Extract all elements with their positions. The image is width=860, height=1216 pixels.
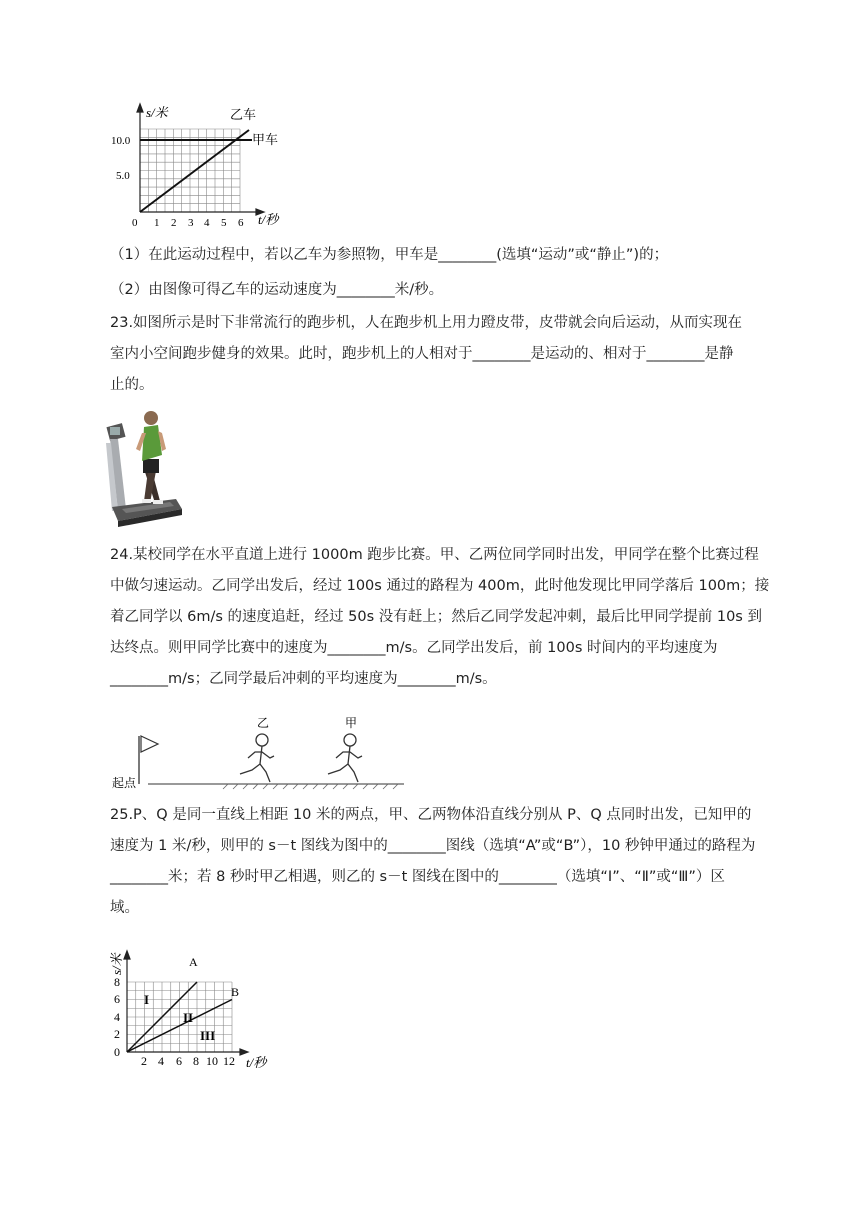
x-axis-label: t/秒 — [258, 212, 279, 227]
x-tick: 12 — [223, 1054, 235, 1068]
y-axis-label: s/米 — [146, 105, 168, 120]
x-tick: 4 — [204, 217, 210, 229]
y-tick: 6 — [114, 992, 120, 1006]
y-axis-label: s/米 — [109, 953, 124, 975]
q22-subquestion-2: （2）由图像可得乙车的运动速度为________米/秒。 — [110, 282, 444, 298]
question-line: 24.某校同学在水平直道上进行 1000m 跑步比赛。甲、乙两位同学同时出发，甲同学在整个比赛过程 — [110, 547, 759, 563]
question-line: 达终点。则甲同学比赛中的速度为________m/s。乙同学出发后，前 100s 时间内的平均速度为 — [110, 640, 718, 656]
x-tick: 2 — [171, 217, 177, 229]
line-label-yi: 乙车 — [230, 107, 257, 122]
x-tick: 10 — [206, 1054, 218, 1068]
line-label-a: A — [189, 955, 198, 969]
q23-question — [110, 308, 760, 401]
question-line: ________米；若 8 秒时甲乙相遇，则乙的 s－t 图线在图中的________（选填“Ⅰ”、“Ⅱ”或“Ⅲ”）区 — [110, 869, 725, 885]
x-tick: 3 — [188, 217, 194, 229]
runner-yi-icon — [240, 734, 274, 782]
treadmill-runner-image — [100, 405, 185, 530]
start-label: 起点 — [112, 776, 137, 790]
x-tick: 8 — [193, 1054, 199, 1068]
question-line: 23.如图所示是时下非常流行的跑步机，人在跑步机上用力蹬皮带，皮带就会向后运动，从而实现在 — [110, 315, 743, 331]
q22-subquestion-1: （1）在此运动过程中，若以乙车为参照物，甲车是________(选填“运动”或“静止”)的； — [110, 247, 669, 263]
y-tick: 2 — [114, 1027, 120, 1041]
start-flag-icon — [141, 736, 158, 752]
runner-label-yi: 乙 — [257, 716, 270, 730]
race-illustration — [108, 712, 408, 792]
question-line: 速度为 1 米/秒，则甲的 s－t 图线为图中的________图线（选填“A”或“B”），10 秒钟甲通过的路程为 — [110, 838, 756, 854]
y-tick: 0 — [114, 1045, 120, 1059]
runner-label-jia: 甲 — [345, 716, 358, 730]
x-tick: 1 — [154, 217, 160, 229]
s-t-graph-q25 — [108, 935, 278, 1070]
runner-jia-icon — [328, 734, 362, 782]
question-line: ________m/s；乙同学最后冲刺的平均速度为________m/s。 — [110, 671, 497, 687]
line-label-jia: 甲车 — [252, 132, 279, 147]
question-line: 中做匀速运动。乙同学出发后，经过 100s 通过的路程为 400m，此时他发现比甲同学落后 100m；接 — [110, 578, 770, 594]
x-tick: 4 — [158, 1054, 164, 1068]
x-tick: 5 — [221, 217, 227, 229]
y-tick: 5.0 — [116, 170, 130, 182]
line-label-b: B — [231, 985, 240, 999]
y-tick: 4 — [114, 1010, 120, 1024]
y-tick: 10.0 — [111, 135, 131, 147]
question-line: 25.P、Q 是同一直线上相距 10 米的两点，甲、乙两物体沿直线分别从 P、Q 点同时出发，已知甲的 — [110, 807, 752, 823]
question-line: 止的。 — [110, 377, 154, 393]
x-tick: 2 — [141, 1054, 147, 1068]
region-label-2: II — [183, 1010, 194, 1025]
x-axis-label: t/秒 — [246, 1055, 267, 1070]
question-line: 域。 — [110, 900, 139, 916]
question-line: 着乙同学以 6m/s 的速度追赶，经过 50s 没有赶上；然后乙同学发起冲刺，最后比甲同学提前 10s 到 — [110, 609, 762, 625]
graph-grid — [127, 982, 232, 1052]
s-t-graph-q22 — [108, 100, 298, 235]
x-tick: 6 — [238, 217, 244, 229]
region-label-3: III — [200, 1028, 216, 1043]
ground-hatching — [223, 784, 398, 789]
x-tick: 6 — [176, 1054, 182, 1068]
region-label-1: I — [144, 992, 150, 1007]
x-tick: 0 — [132, 217, 138, 229]
question-line: 室内小空间跑步健身的效果。此时，跑步机上的人相对于________是运动的、相对于________是静 — [110, 346, 734, 362]
line-yi-car — [140, 130, 249, 212]
q25-question — [110, 800, 760, 924]
y-tick: 8 — [114, 975, 120, 989]
q24-question — [110, 540, 770, 695]
